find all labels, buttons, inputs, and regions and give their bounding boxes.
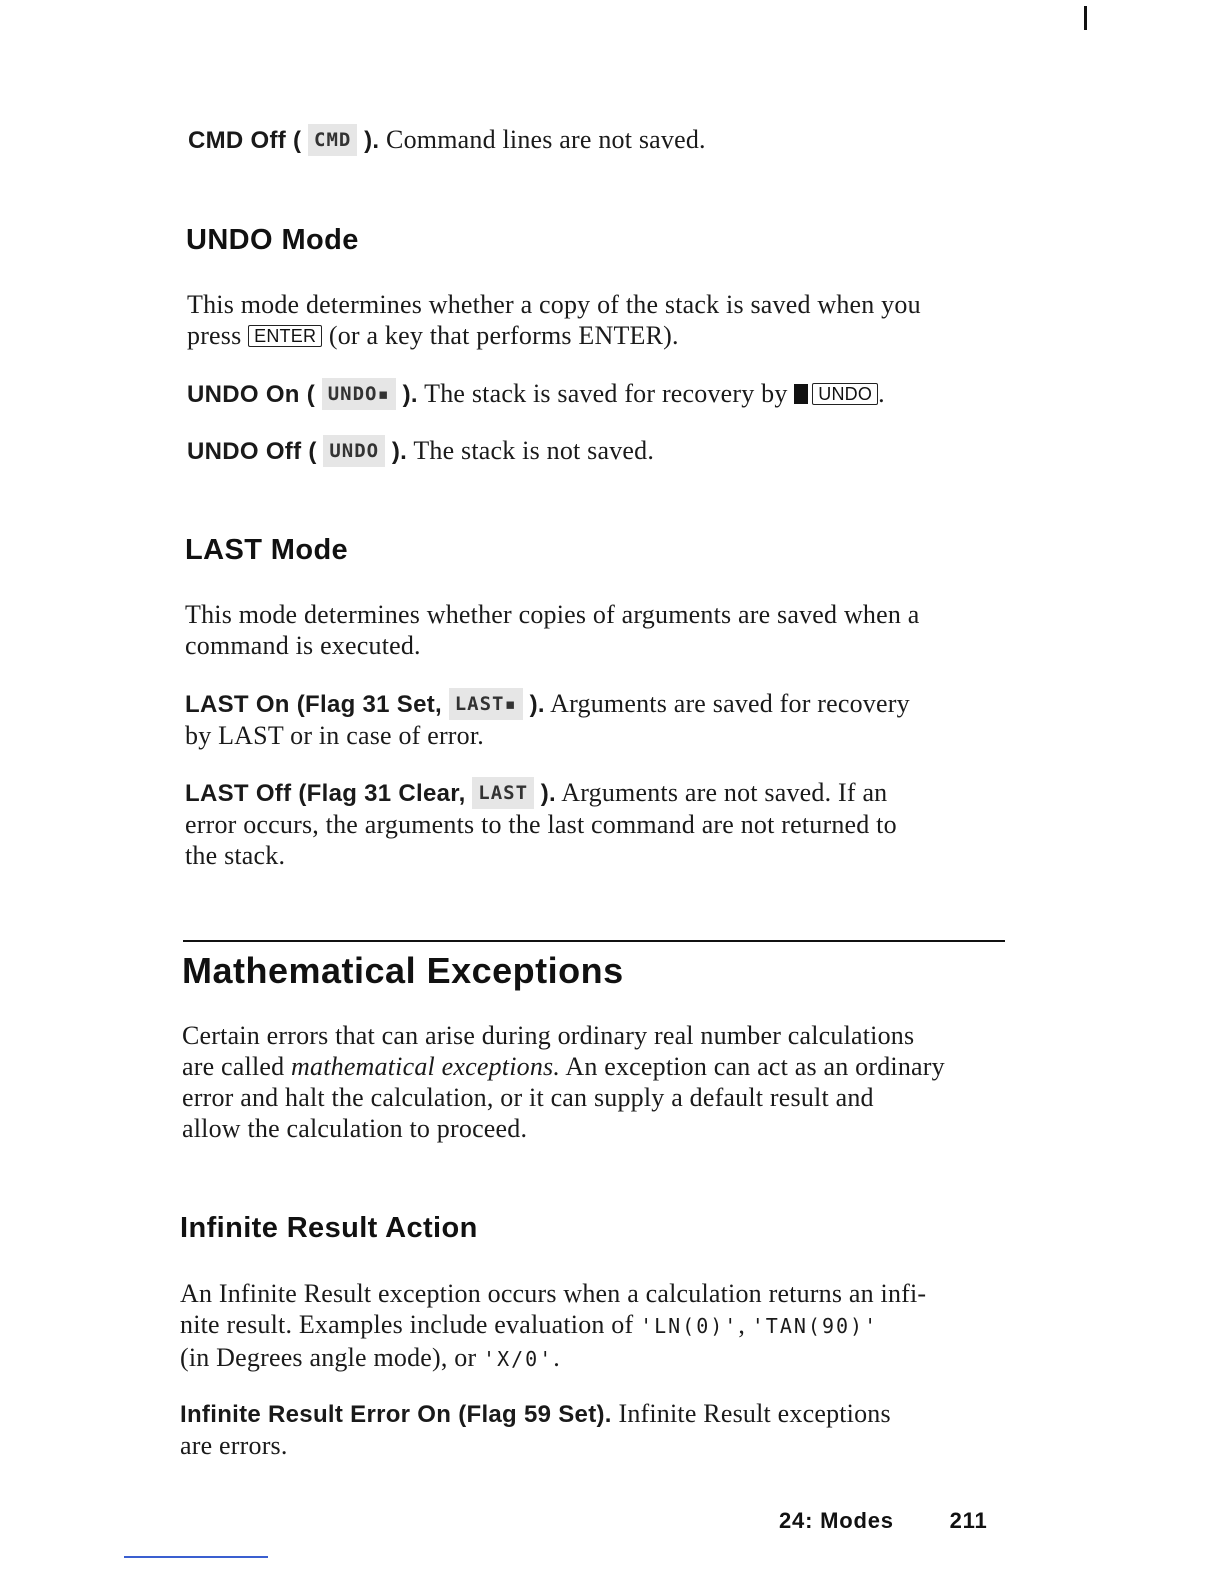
math-p1-line-1: Certain errors that can arise during ordinary real number calculations [182, 1021, 915, 1050]
code-divide-example: 'X/0' [483, 1347, 554, 1371]
undo-intro-line-2 [187, 320, 921, 351]
undo-mode-heading: UNDO Mode [186, 224, 359, 256]
margin-change-bar [1084, 6, 1087, 30]
scan-edge-line [124, 1556, 268, 1558]
inf-p1-line-2a: nite result. Examples include evaluation of [180, 1310, 634, 1339]
last-off-entry [185, 777, 897, 871]
footer-chapter: 24: Modes [779, 1508, 894, 1533]
section-divider [183, 940, 1005, 942]
last-on-text-2: by LAST or in case of error. [185, 721, 484, 750]
undo-intro-line-1: This mode determines whether a copy of the stack is saved when you [187, 290, 921, 319]
cmd-off-lead-close: ). [364, 127, 380, 154]
infinite-error-on-entry [180, 1398, 891, 1461]
undo-on-text: The stack is saved for recovery by [424, 379, 788, 408]
undo-off-annunciator: UNDO [323, 435, 385, 467]
undo-on-lead: UNDO On ( [187, 381, 316, 408]
page-footer [779, 1508, 988, 1534]
math-p1-line-2b: An exception can act as an ordinary [565, 1052, 945, 1081]
undo-on-annunciator: UNDO▪ [322, 378, 396, 410]
footer-page-number: 211 [949, 1508, 988, 1533]
last-mode-intro [185, 599, 920, 661]
undo-off-lead: UNDO Off ( [187, 438, 317, 465]
last-intro-line-2: command is executed. [185, 631, 421, 660]
cmd-off-text: Command lines are not saved. [386, 125, 706, 154]
infinite-error-on-lead: Infinite Result Error On (Flag 59 Set). [180, 1401, 612, 1428]
last-mode-heading: LAST Mode [185, 534, 349, 566]
infinite-result-heading: Infinite Result Action [180, 1212, 478, 1244]
math-exceptions-heading: Mathematical Exceptions [182, 950, 624, 991]
undo-intro-press: press [187, 321, 242, 350]
inf-p1-line-3b: . [553, 1343, 560, 1372]
inf-p1-line-2 [180, 1309, 926, 1342]
undo-mode-intro [187, 289, 921, 351]
undo-on-entry [187, 378, 885, 410]
inf-p1-line-3a: (in Degrees angle mode), or [180, 1343, 477, 1372]
undo-off-text: The stack is not saved. [413, 436, 655, 465]
code-tan-example: 'TAN(90)' [751, 1314, 879, 1338]
last-off-annunciator: LAST [472, 777, 534, 809]
undo-off-entry [187, 435, 654, 467]
left-shift-key-icon [794, 384, 808, 404]
last-off-text-2: error occurs, the arguments to the last command are not returned to [185, 810, 897, 839]
math-p1-line-4: allow the calculation to proceed. [182, 1114, 528, 1143]
infinite-result-paragraph [180, 1278, 926, 1375]
undo-off-close: ). [391, 438, 408, 465]
math-exceptions-term: mathematical exceptions. [291, 1052, 561, 1081]
last-off-text-1: Arguments are not saved. If an [561, 778, 888, 807]
math-p1-line-2 [182, 1051, 945, 1082]
cmd-off-lead: CMD Off ( [188, 127, 302, 154]
last-on-entry [185, 688, 910, 751]
last-on-close: ). [529, 691, 545, 718]
last-off-lead: LAST Off (Flag 31 Clear, [185, 780, 466, 807]
cmd-off-entry [188, 124, 706, 156]
undo-intro-rest: (or a key that performs ENTER). [328, 321, 679, 350]
last-off-text-3: the stack. [185, 841, 286, 870]
inf-p1-line-1: An Infinite Result exception occurs when a calculation returns an infi- [180, 1279, 927, 1308]
last-on-text-1: Arguments are saved for recovery [550, 689, 910, 718]
undo-key: UNDO [812, 383, 878, 405]
inf-p1-line-3 [180, 1342, 926, 1375]
infinite-error-on-text-2: are errors. [180, 1431, 288, 1460]
inf-sep: , [738, 1310, 746, 1339]
last-on-annunciator: LAST▪ [449, 688, 523, 720]
enter-key: ENTER [248, 325, 322, 347]
last-intro-line-1: This mode determines whether copies of arguments are saved when a [185, 600, 920, 629]
cmd-annunciator: CMD [308, 124, 357, 156]
undo-on-end: . [878, 379, 885, 408]
undo-on-close: ). [402, 381, 418, 408]
math-exceptions-paragraph [182, 1020, 945, 1144]
code-ln-example: 'LN(0)' [640, 1314, 739, 1338]
last-on-lead: LAST On (Flag 31 Set, [185, 691, 442, 718]
math-p1-line-2a: are called [182, 1052, 285, 1081]
math-p1-line-3: error and halt the calculation, or it can supply a default result and [182, 1083, 874, 1112]
infinite-error-on-text-1: Infinite Result exceptions [618, 1399, 891, 1428]
last-off-close: ). [540, 780, 557, 807]
